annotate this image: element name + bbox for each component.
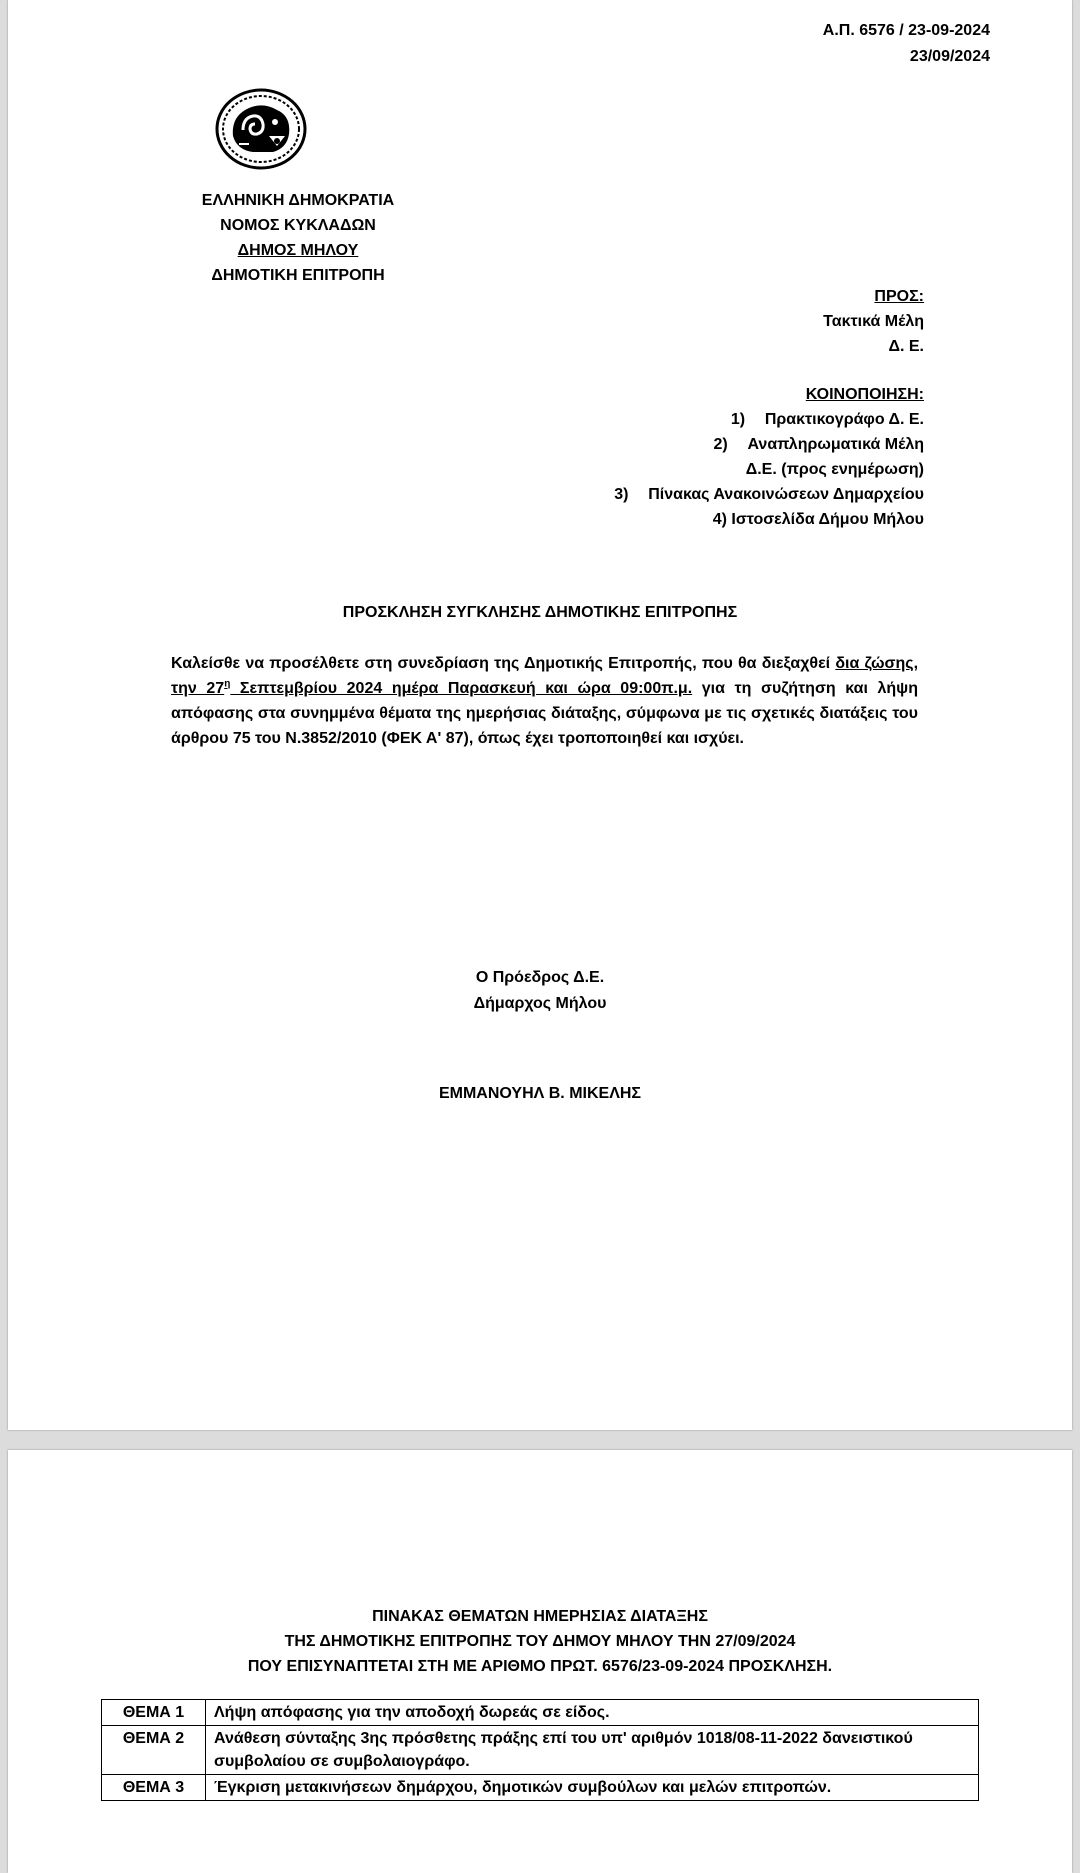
signer-name: ΕΜΜΑΝΟΥΗΛ Β. ΜΙΚΕΛΗΣ — [438, 1085, 642, 1102]
cc-item-text: 4) Ιστοσελίδα Δήμου Μήλου — [712, 511, 924, 528]
table-row — [102, 1700, 979, 1726]
document-page-1 — [8, 0, 1072, 1430]
invitation-text-1: Καλείσθε να προσέλθετε στη συνεδρίαση της Δημοτικής Επιτροπής, που θα διεξαχθεί — [171, 655, 836, 672]
invitation-body — [171, 651, 918, 751]
issuer-municipality: ΔΗΜΟΣ ΜΗΛΟΥ — [237, 242, 359, 259]
signature-block — [8, 965, 1072, 1017]
cc-item — [404, 507, 924, 532]
invitation-text-3: για τη συζήτηση και λήψη απόφασης στα συνημμένα θέματα της ημερήσιας διάταξης, σύμφωνα με τις σχετικές διατάξεις του άρθρου 75 του Ν.3852/2010 (ΦΕΚ Α' 87), όπως έχει τροποποιηθεί και ισχύει. — [171, 680, 919, 747]
recipients-line-1: Τακτικά Μέλη — [823, 313, 924, 330]
cc-item-number: 3) — [614, 486, 629, 503]
invitation-mode: δια ζώσης — [835, 655, 914, 672]
protocol-number: Α.Π. 6576 / 23-09-2024 — [822, 22, 990, 39]
municipality-seal-icon — [213, 86, 309, 172]
invitation-date-b: Σεπτεμβρίου 2024 ημέρα Παρασκευή και ώρα 09:00π.μ. — [230, 680, 693, 697]
issuer-prefecture: ΝΟΜΟΣ ΚΥΚΛΑΔΩΝ — [220, 217, 376, 234]
recipients-line-2: Δ. Ε. — [888, 338, 924, 355]
document-page-2 — [8, 1450, 1072, 1873]
issuer-committee: ΔΗΜΟΤΙΚΗ ΕΠΙΤΡΟΠΗ — [211, 267, 385, 284]
cc-item-text: Πρακτικογράφο Δ. Ε. — [764, 411, 924, 428]
recipients-label: ΠΡΟΣ: — [874, 288, 924, 305]
cc-item — [404, 432, 924, 457]
agenda-heading-line-2: ΤΗΣ ΔΗΜΟΤΙΚΗΣ ΕΠΙΤΡΟΠΗΣ ΤΟΥ ΔΗΜΟΥ ΜΗΛΟΥ ΤΗΝ 27/09/2024 — [284, 1633, 796, 1650]
cc-item — [404, 457, 924, 482]
agenda-item-label: ΘΕΜΑ 3 — [102, 1775, 206, 1801]
invitation-date-sup: η — [224, 678, 231, 690]
agenda-heading-line-1: ΠΙΝΑΚΑΣ ΘΕΜΑΤΩΝ ΗΜΕΡΗΣΙΑΣ ΔΙΑΤΑΞΗΣ — [372, 1608, 708, 1625]
table-row — [102, 1775, 979, 1801]
agenda-item-text: Λήψη απόφασης για την αποδοχή δωρεάς σε είδος. — [206, 1700, 979, 1726]
recipients-block — [524, 284, 924, 359]
agenda-heading-line-3: ΠΟΥ ΕΠΙΣΥΝΑΠΤΕΤΑΙ ΣΤΗ ΜΕ ΑΡΙΘΜΟ ΠΡΩΤ. 6576/23-09-2024 ΠΡΟΣΚΛΗΣΗ. — [247, 1658, 833, 1675]
protocol-header — [823, 18, 990, 70]
invitation-text-2: , — [913, 655, 919, 672]
cc-item — [404, 482, 924, 507]
cc-item-number: 1) — [730, 411, 746, 428]
agenda-item-text: Έγκριση μετακινήσεων δημάρχου, δημοτικών συμβούλων και μελών επιτροπών. — [206, 1775, 979, 1801]
agenda-heading — [8, 1604, 1072, 1679]
signature-title: Ο Πρόεδρος Δ.Ε. — [475, 969, 605, 986]
signature-role: Δήμαρχος Μήλου — [473, 995, 607, 1012]
cc-item-text: Αναπληρωματικά Μέλη — [747, 436, 924, 453]
cc-item-number: 2) — [713, 436, 728, 453]
agenda-item-label: ΘΕΜΑ 1 — [102, 1700, 206, 1726]
table-row — [102, 1726, 979, 1775]
cc-item-text: Δ.Ε. (προς ενημέρωση) — [745, 461, 924, 478]
cc-label: ΚΟΙΝΟΠΟΙΗΣΗ: — [805, 386, 924, 403]
invitation-title: ΠΡΟΣΚΛΗΣΗ ΣΥΓΚΛΗΣΗΣ ΔΗΜΟΤΙΚΗΣ ΕΠΙΤΡΟΠΗΣ — [342, 604, 738, 621]
agenda-table — [101, 1699, 979, 1801]
agenda-item-label: ΘΕΜΑ 2 — [102, 1726, 206, 1775]
cc-item — [404, 407, 924, 432]
agenda-item-text: Ανάθεση σύνταξης 3ης πρόσθετης πράξης επί του υπ' αριθμόν 1018/08-11-2022 δανειστικού συμβολαίου σε συμβολαιογράφο. — [206, 1726, 979, 1775]
invitation-date-a: την 27 — [171, 680, 225, 697]
issuer-country: ΕΛΛΗΝΙΚΗ ΔΗΜΟΚΡΑΤΙΑ — [201, 192, 395, 209]
cc-item-text: Πίνακας Ανακοινώσεων Δημαρχείου — [648, 486, 924, 503]
cc-block — [404, 382, 924, 532]
issuer-block — [168, 188, 428, 288]
document-date: 23/09/2024 — [909, 48, 990, 65]
